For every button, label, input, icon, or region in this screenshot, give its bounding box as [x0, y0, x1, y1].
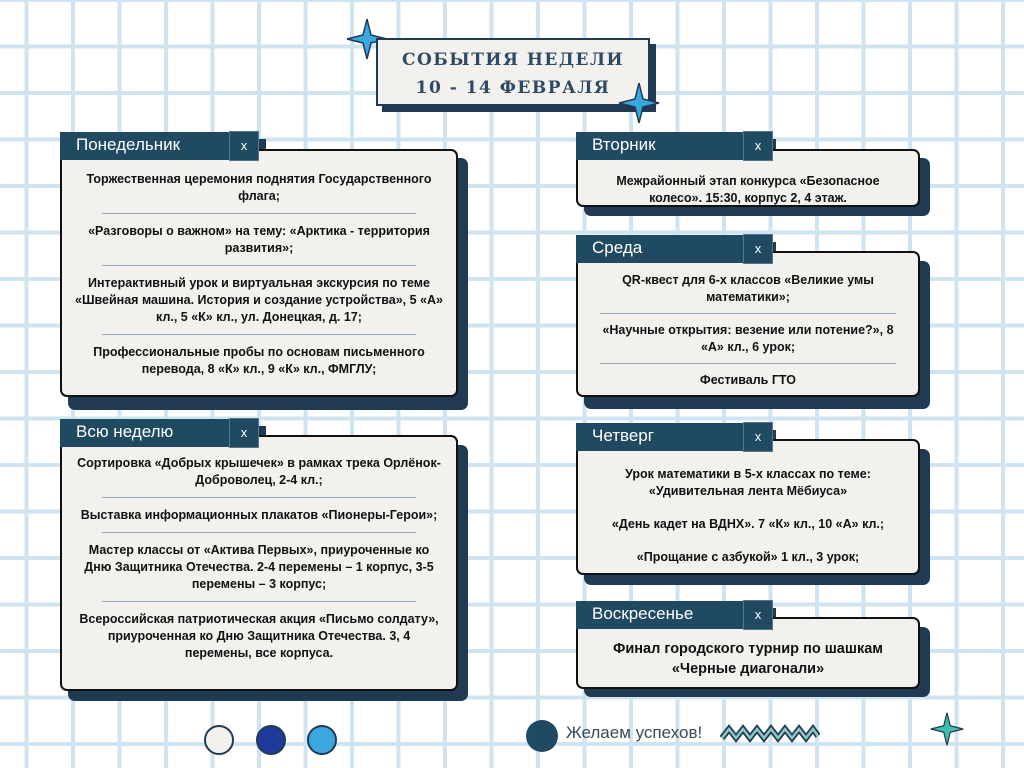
list-item: Финал городского турнир по шашкам «Черные диагонали» [613, 641, 883, 677]
list-item: Интерактивный урок и виртуальная экскурсия по теме «Швейная машина. История и создание устройства», 5 «А» кл., 5 «К» кл., ул. Донецкая, д. 17; [75, 276, 443, 324]
tab-thursday-label: Четверг [592, 426, 654, 445]
sparkle-star-icon [618, 82, 660, 124]
list-item: QR-квест для 6-х классов «Великие умы математики»; [622, 273, 874, 304]
zigzag-decoration-icon [720, 724, 820, 744]
tab-monday [60, 132, 258, 160]
card-all-week [60, 435, 458, 691]
close-icon[interactable]: x [743, 131, 773, 161]
list-item: Сортировка «Добрых крышечек» в рамках трека Орлёнок-Доброволец, 2-4 кл.; [77, 456, 441, 487]
pagination-dot [256, 725, 286, 755]
tab-monday-label: Понедельник [76, 135, 181, 154]
tab-wednesday-label: Среда [592, 238, 643, 257]
card-monday [60, 149, 458, 397]
card-wednesday [576, 251, 920, 397]
close-icon[interactable]: x [743, 600, 773, 630]
list-item: «День кадет на ВДНХ». 7 «К» кл., 10 «А» кл.; [611, 517, 885, 531]
list-item: «Научные открытия: везение или потение?», 8 «А» кл., 6 урок; [602, 323, 894, 354]
sparkle-star-icon [930, 712, 964, 746]
list-item: Урок математики в 5-х классах по теме: «Удивительная лента Мёбиуса» [625, 467, 871, 498]
list-item: Профессиональные пробы по основам письменного перевода, 8 «К» кл., 9 «К» кл., ФМГЛУ; [93, 345, 425, 376]
close-icon[interactable]: x [743, 422, 773, 452]
pagination-dot [307, 725, 337, 755]
tab-tuesday-label: Вторник [592, 135, 656, 154]
list-item: Торжественная церемония поднятия Государственного флага; [86, 172, 432, 203]
tab-sunday [576, 601, 772, 629]
page-title [376, 38, 650, 106]
footer-wish: Желаем успехов! [566, 723, 703, 742]
close-icon[interactable]: x [229, 418, 259, 448]
card-thursday [576, 439, 920, 575]
tab-wednesday [576, 235, 772, 263]
list-item: Выставка информационных плакатов «Пионеры-Герои»; [80, 508, 438, 522]
pagination-dot [204, 725, 234, 755]
tab-thursday [576, 423, 772, 451]
list-item: Фестиваль ГТО [700, 373, 796, 387]
title-line-1: СОБЫТИЯ НЕДЕЛИ [401, 50, 625, 70]
list-item: Мастер классы от «Актива Первых», приуроченные ко Дню Защитника Отечества. 2-4 перемены – 1 корпус, 3-5 перемены – 3 корпус; [84, 543, 434, 591]
tab-all-week-label: Всю неделю [76, 422, 174, 441]
list-item: Всероссийская патриотическая акция «Письмо солдату», приуроченная ко Дню Защитника Отечества. 3, 4 перемены, все корпуса. [79, 612, 439, 660]
decorative-circle [526, 720, 558, 752]
tab-sunday-label: Воскресенье [592, 604, 694, 623]
list-item: «Прощание с азбукой» 1 кл., 3 урок; [636, 550, 860, 564]
close-icon[interactable]: x [229, 131, 259, 161]
list-item: Межрайонный этап конкурса «Безопасное колесо». 15:30, корпус 2, 4 этаж. [616, 174, 880, 205]
list-item: «Разговоры о важном» на тему: «Арктика - территория развития»; [88, 224, 430, 255]
title-line-2: 10 - 14 ФЕВРАЛЯ [415, 78, 611, 98]
close-icon[interactable]: x [743, 234, 773, 264]
tab-tuesday [576, 132, 772, 160]
tab-all-week [60, 419, 258, 447]
